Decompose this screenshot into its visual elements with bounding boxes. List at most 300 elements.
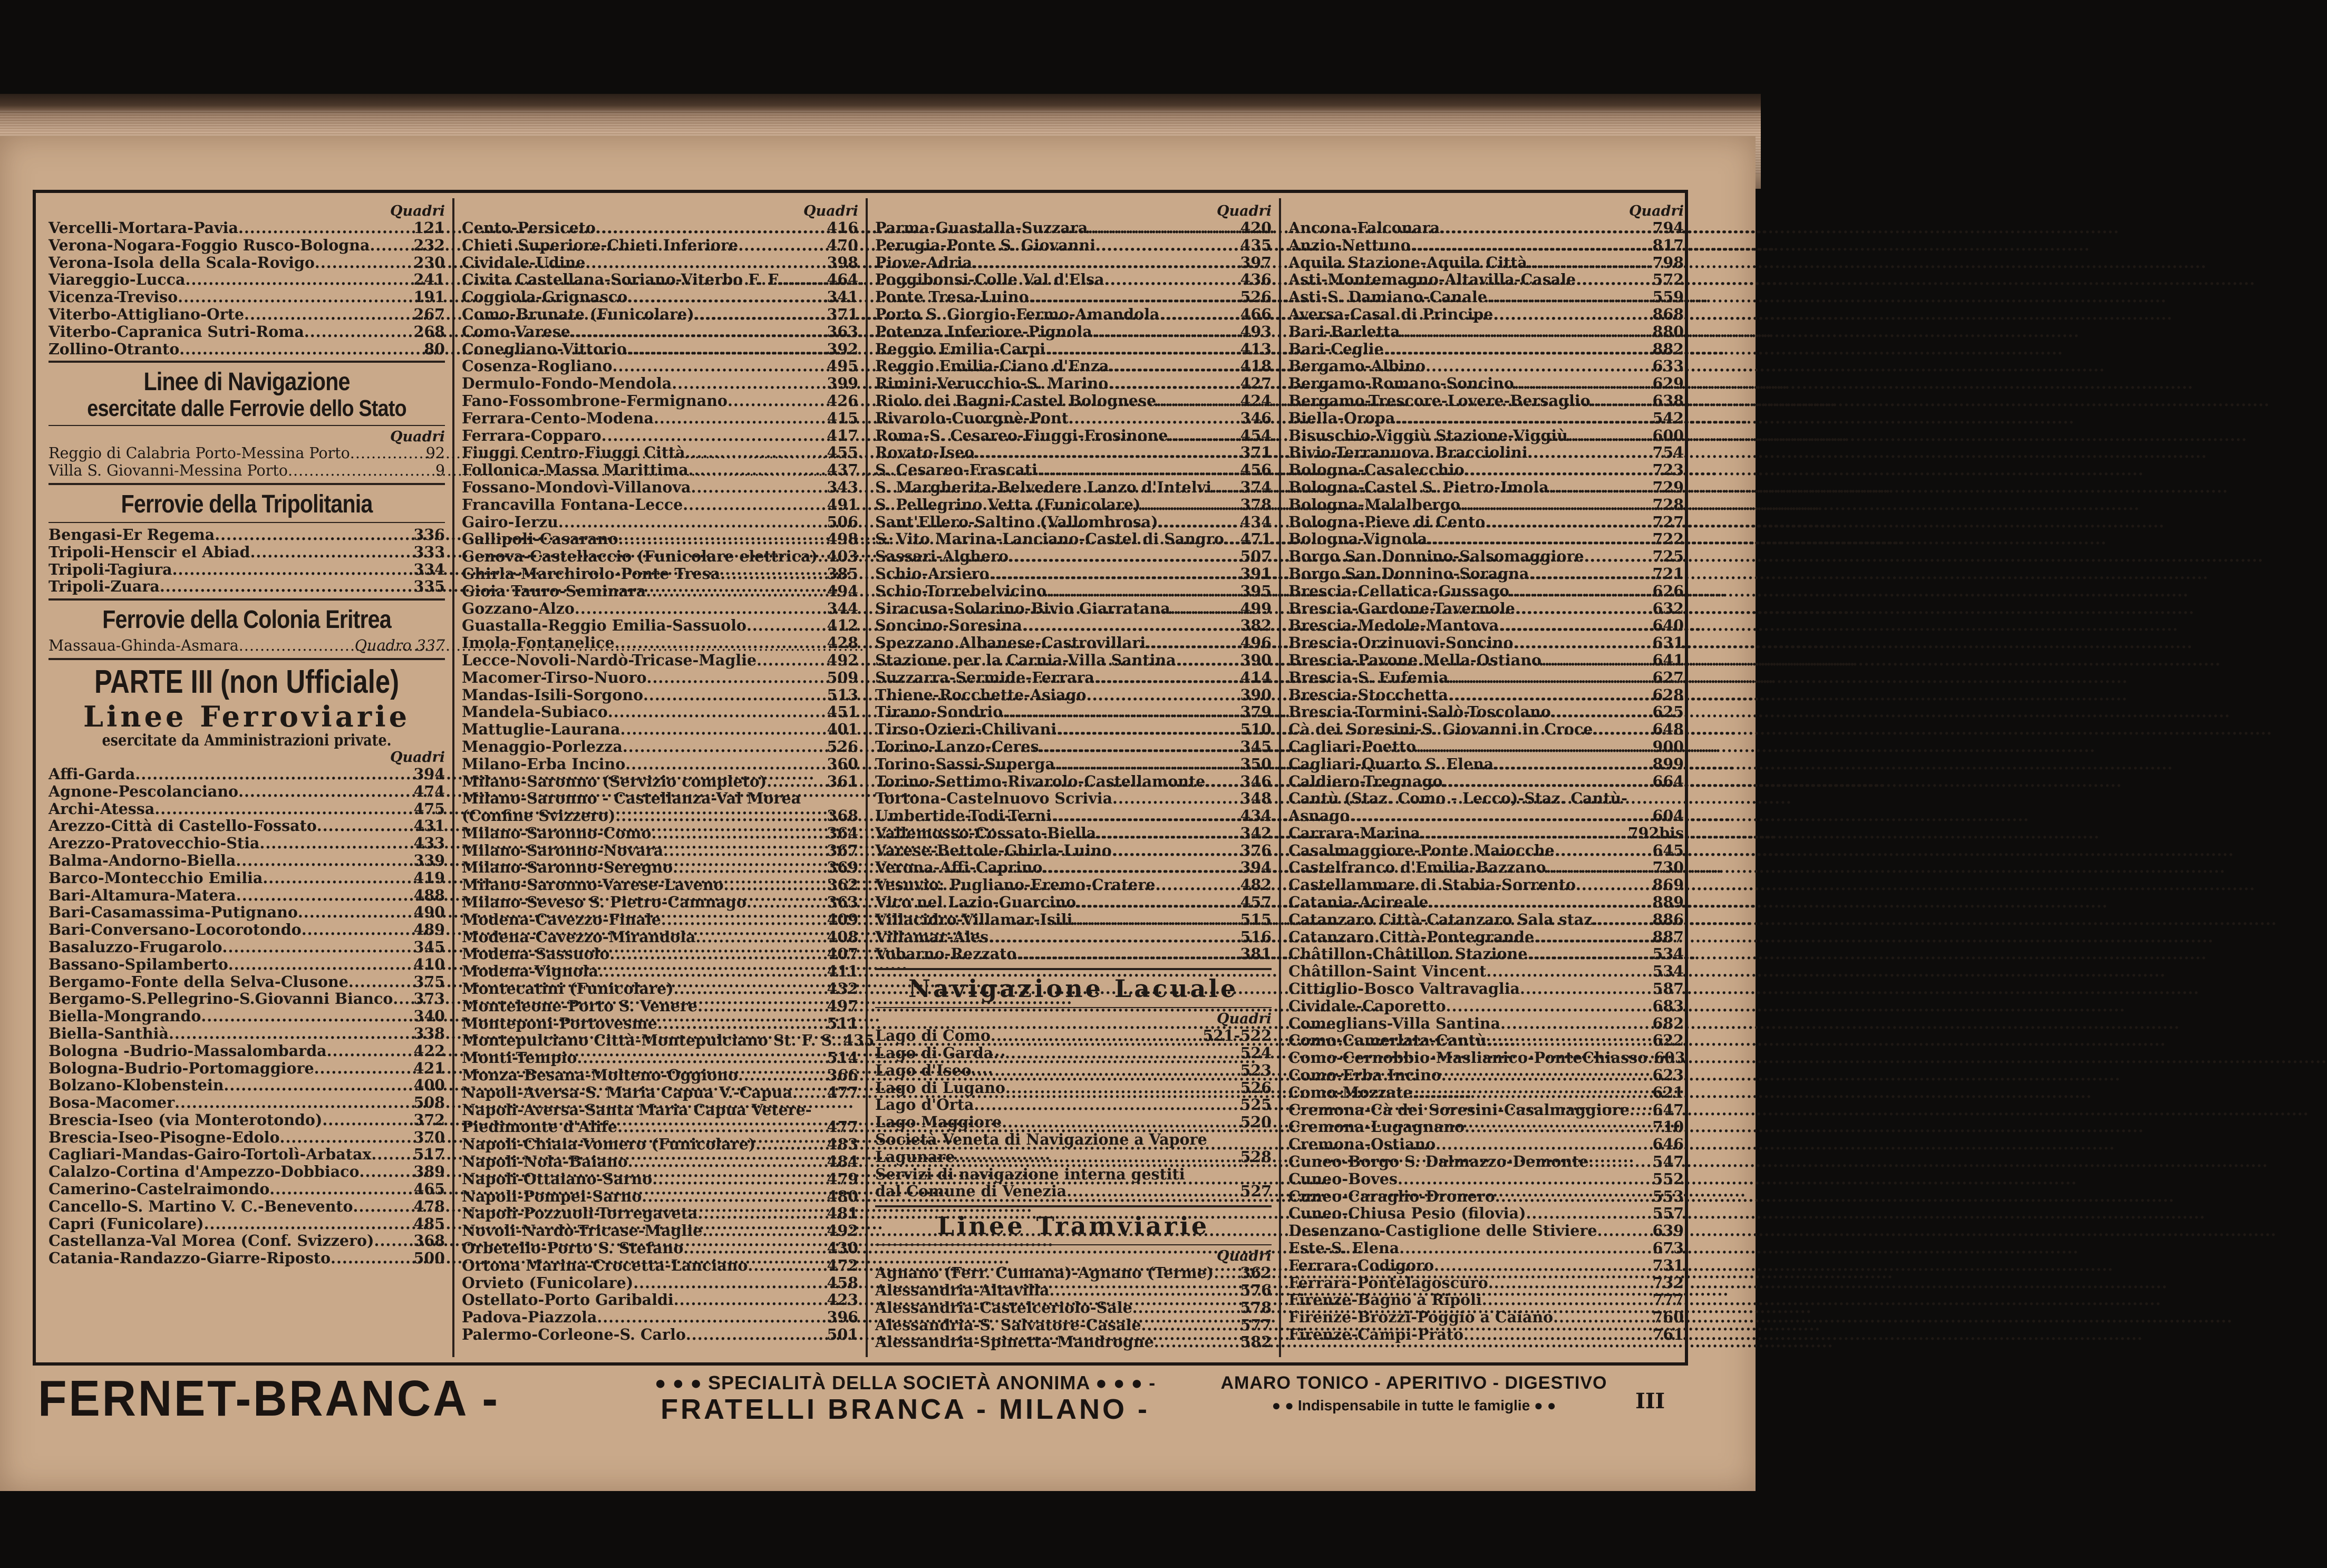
leader-dots — [1411, 237, 1652, 254]
route-name: Napoli-Pompei-Sarno — [462, 1187, 642, 1205]
table-number: 457 — [1240, 893, 1272, 912]
list-item — [49, 817, 445, 835]
list-item — [875, 1299, 1272, 1317]
leader-dots — [172, 561, 413, 578]
leader-dots — [1500, 1015, 1652, 1032]
table-number: 403 — [827, 547, 858, 566]
list-item — [875, 738, 1272, 756]
list-item — [462, 721, 858, 738]
table-number: 451 — [827, 703, 858, 721]
table-number: 577 — [1240, 1315, 1272, 1334]
list-item — [462, 1309, 858, 1326]
leader-dots — [661, 911, 826, 928]
route-name: Cividale-Caporetto — [1288, 996, 1446, 1015]
route-name: dal Comune di Venezia — [875, 1182, 1067, 1201]
leader-dots — [154, 800, 412, 818]
list-item — [1288, 583, 1684, 600]
leader-dots — [1211, 479, 1239, 496]
leader-dots — [360, 1163, 413, 1180]
leader-dots — [1499, 617, 1651, 634]
table-number: 370 — [413, 1128, 445, 1146]
list-item — [1288, 859, 1684, 876]
route-name: Conegliano-Vittorio — [462, 340, 627, 358]
table-number: 368 — [413, 1232, 445, 1250]
route-name: Alessandria-Spinetta-Mandrogne — [875, 1333, 1154, 1351]
leader-dots — [1016, 945, 1239, 963]
table-number: 408 — [827, 927, 858, 946]
route-name: S. Margherita-Belvedere Lanzo d'Intelvi — [875, 478, 1211, 496]
list-item — [462, 496, 858, 514]
route-name: Lago di Lugano — [875, 1078, 1005, 1097]
list-item — [462, 1257, 858, 1274]
route-name: Como-Brunate (Funicolare) — [462, 305, 694, 323]
table-number: 553 — [1652, 1187, 1684, 1205]
route-name: Sant'Ellero-Saltino (Vallombrosa) — [875, 512, 1158, 531]
table-number: 683 — [1652, 996, 1684, 1015]
leader-dots — [1515, 600, 1652, 617]
leader-dots — [974, 1096, 1239, 1114]
list-item — [875, 306, 1272, 323]
leader-dots — [393, 990, 412, 1008]
list-item — [1288, 1118, 1684, 1136]
list-item — [875, 1333, 1272, 1351]
list-item — [1288, 825, 1684, 842]
table-number: 484 — [827, 1153, 858, 1171]
route-name: Tripoli-Tagiura — [49, 560, 172, 578]
list-item — [1288, 427, 1684, 444]
route-name: Bari-Barletta — [1288, 322, 1400, 341]
leader-dots — [720, 565, 826, 583]
leader-dots — [1072, 911, 1239, 928]
leader-dots — [1584, 548, 1652, 565]
route-name: Fiuggi Centro-Fiuggi Città — [462, 443, 685, 462]
route-name: Catanzaro Città-Pontegrande — [1288, 927, 1535, 946]
list-item — [462, 703, 858, 721]
leader-dots — [674, 980, 826, 998]
list-item — [1288, 548, 1684, 565]
list-item — [49, 219, 445, 237]
leader-dots — [691, 479, 826, 496]
leader-dots — [302, 921, 413, 938]
list-item — [49, 1163, 445, 1180]
route-name: Calalzo-Cortina d'Ampezzo-Dobbiaco — [49, 1163, 360, 1181]
table-number: 725 — [1652, 547, 1684, 566]
table-number: 887 — [1652, 927, 1684, 946]
route-name: Viareggio-Lucca — [49, 270, 186, 289]
route-name: Bergamo-Trescore-Lovere-Bersaglio — [1288, 391, 1591, 410]
table-number: 514 — [827, 1049, 858, 1067]
table-number: 343 — [827, 478, 858, 496]
route-name: Napoli-Nola-Baiano — [462, 1153, 628, 1171]
list-item — [875, 237, 1272, 254]
leader-dots — [685, 444, 826, 461]
table-number: 360 — [827, 754, 858, 773]
route-name: Bergamo-Romano-Soncino — [1288, 374, 1514, 393]
route-name: Anzio-Nettuno — [1288, 236, 1411, 254]
table-number: 638 — [1652, 391, 1684, 410]
table-number: 336 — [413, 525, 445, 544]
route-name: Milano-Saronno (Servizio completo) — [462, 772, 767, 790]
route-name: Roma-S. Cesareo-Fiuggi-Frosinone — [875, 426, 1168, 444]
route-name: Ancona-Falconara — [1288, 219, 1440, 237]
leader-dots — [1448, 686, 1652, 704]
leader-dots — [575, 600, 826, 617]
leader-dots — [135, 766, 412, 783]
table-number: 515 — [1240, 910, 1272, 928]
leader-dots — [694, 306, 826, 323]
tripolitania-section-title: Ferrovie della Tripolitania — [121, 490, 373, 518]
railway-list-state — [49, 219, 445, 357]
table-number: 416 — [827, 219, 858, 237]
leader-dots — [1441, 1067, 1652, 1084]
list-item — [1288, 634, 1684, 652]
leader-dots — [1568, 427, 1652, 444]
leader-dots — [1597, 1222, 1652, 1240]
route-name: Cento-Persiceto — [462, 219, 596, 237]
eritrea-section-title: Ferrovie della Colonia Eritrea — [102, 606, 391, 634]
leader-dots — [1052, 807, 1239, 825]
leader-dots — [350, 445, 415, 462]
list-item — [875, 634, 1272, 652]
leader-dots — [724, 876, 826, 894]
table-number: 396 — [827, 1308, 858, 1327]
list-item — [875, 479, 1272, 496]
route-name: Affi-Garda — [49, 764, 135, 783]
list-item — [462, 1153, 858, 1170]
leader-dots — [672, 375, 826, 392]
table-number: 344 — [827, 599, 858, 617]
table-number: 632 — [1652, 599, 1684, 617]
table-number: 710 — [1652, 1118, 1684, 1136]
quadri-header: Quadri — [803, 203, 858, 219]
table-number: 191 — [413, 288, 445, 306]
table-number: 434 — [1240, 512, 1272, 531]
route-name: Ferrara-Pontelagoscuro — [1288, 1273, 1488, 1292]
route-name: Verona-Affi-Caprino — [875, 858, 1043, 877]
table-number: 723 — [1652, 461, 1684, 479]
leader-dots — [1132, 1299, 1239, 1317]
leader-dots — [269, 1180, 412, 1198]
leader-dots — [317, 817, 413, 835]
leader-dots — [620, 721, 826, 738]
table-number: 629 — [1652, 374, 1684, 393]
advertisement-footer — [33, 1370, 1688, 1433]
table-number: 495 — [827, 357, 858, 375]
table-number: 520 — [1240, 1113, 1272, 1131]
route-name: Como-Varese — [462, 322, 570, 341]
list-item — [462, 859, 858, 876]
table-number: 456 — [1240, 461, 1272, 479]
route-name: Tirano-Sondrio — [875, 703, 1003, 721]
route-name: Gairo-Ierzu — [462, 512, 558, 531]
leader-dots — [972, 254, 1239, 272]
route-name: Bologna-Casalecchio — [1288, 461, 1465, 479]
route-name: Agnano (Ferr. Cumana)-Agnano (Terme) — [875, 1264, 1214, 1282]
table-number: 394 — [1240, 858, 1272, 877]
route-name: Cuneo-Caraglio-Dronero — [1288, 1187, 1495, 1205]
list-item — [462, 876, 858, 894]
leader-dots — [1088, 219, 1239, 237]
leader-dots — [222, 938, 413, 956]
route-name: Sassari-Alghero — [875, 547, 1009, 566]
route-name: Spezzano Albanese-Castrovillari — [875, 634, 1146, 652]
leader-dots — [1094, 669, 1239, 686]
table-number: 603 — [1654, 1049, 1685, 1067]
table-number: 454 — [1240, 426, 1272, 444]
table-number: 633 — [1652, 357, 1684, 375]
table-number: 381 — [1240, 945, 1272, 963]
table-number: 482 — [1240, 876, 1272, 894]
route-name: Este-S. Elena — [1288, 1239, 1400, 1257]
leader-dots — [609, 945, 826, 963]
route-name: Brescia-Cellatica-Gussago — [1288, 582, 1509, 600]
leader-dots — [280, 1129, 413, 1146]
leader-dots — [602, 427, 826, 444]
list-item — [462, 669, 858, 686]
table-number: 435 — [843, 1031, 875, 1050]
table-number: 371 — [827, 305, 858, 323]
table-number: 481 — [827, 1204, 858, 1223]
list-item — [49, 783, 445, 800]
route-name: Bologna-Castel S. Pietro-Imola — [1288, 478, 1549, 496]
table-number: 374 — [1240, 478, 1272, 496]
list-item — [49, 990, 445, 1008]
table-number: 345 — [413, 937, 445, 956]
route-name: Viterbo-Capranica Sutri-Roma — [49, 322, 304, 341]
table-number: 552 — [1652, 1169, 1684, 1188]
route-name: Napoli-Aversa-Santa Maria Capua Vetere- — [462, 1100, 812, 1119]
table-number: 493 — [1240, 322, 1272, 341]
table-number: 430 — [827, 1239, 858, 1257]
private-railways-subtitle: esercitate da Amministrazioni private. — [102, 731, 392, 750]
list-item — [1288, 323, 1684, 341]
route-name: Cuneo-Boves — [1288, 1169, 1398, 1188]
table-number: 483 — [827, 1135, 858, 1154]
route-name: Soncino-Soresina — [875, 616, 1022, 635]
list-item — [462, 1101, 858, 1119]
list-item — [875, 219, 1272, 237]
table-number: 340 — [413, 1007, 445, 1025]
leader-dots — [215, 526, 412, 544]
route-name: Archi-Atessa — [49, 799, 155, 818]
leader-dots — [674, 1291, 826, 1309]
index-frame — [33, 190, 1688, 1366]
table-number: 731 — [1652, 1256, 1684, 1274]
table-number: 869 — [1652, 876, 1684, 894]
list-item — [875, 859, 1272, 876]
leader-dots — [767, 773, 826, 790]
route-name: Brescia-Gardone-Tavernole — [1288, 599, 1515, 617]
route-name: Châtillon-Saint Vincent — [1288, 962, 1487, 981]
divider — [49, 483, 445, 485]
leader-dots — [1039, 738, 1239, 756]
leader-dots — [625, 756, 826, 773]
list-item — [49, 1042, 445, 1060]
list-item — [875, 790, 1272, 807]
route-name: Aversa-Casal di Principe — [1288, 305, 1494, 323]
route-name: Torino-Settimo-Rivarolo-Castellamonte — [875, 772, 1206, 790]
leader-dots — [201, 1008, 412, 1025]
table-number: 730 — [1652, 858, 1684, 877]
table-number: 392 — [827, 340, 858, 358]
list-item — [1288, 288, 1684, 306]
table-number: 682 — [1652, 1014, 1684, 1032]
list-item — [875, 357, 1272, 375]
route-name: Napoli-Ottaiano-Sarno — [462, 1169, 653, 1188]
leader-dots — [1400, 323, 1652, 341]
list-item — [49, 637, 445, 655]
leader-dots — [657, 1015, 826, 1032]
list-item — [49, 1215, 445, 1233]
route-name: Potenza Inferiore-Pignola — [875, 322, 1092, 341]
list-item — [875, 530, 1272, 548]
table-number: 524 — [1240, 1044, 1272, 1062]
list-item — [462, 410, 858, 427]
list-item — [1288, 1153, 1684, 1170]
list-item — [1288, 652, 1684, 669]
leader-dots — [558, 514, 826, 531]
table-number: 604 — [1652, 807, 1684, 825]
table-number: 80 — [424, 340, 445, 358]
leader-dots — [627, 341, 826, 358]
divider — [49, 425, 445, 426]
leader-dots — [1076, 894, 1239, 911]
leader-dots — [1486, 963, 1651, 980]
leader-dots — [1176, 652, 1239, 669]
navigation-section-title: Linee di Navigazione — [143, 368, 350, 396]
route-name: Modena-Sassuolo — [462, 945, 610, 963]
route-name: Mattuglie-Laurana — [462, 720, 620, 739]
list-item — [49, 1180, 445, 1198]
route-name: Milano-Saronno-Varese-Laveno — [462, 876, 724, 894]
list-item — [49, 800, 445, 818]
route-name: Bologna-Budrio-Portomaggiore — [49, 1059, 314, 1077]
list-item — [462, 894, 858, 911]
route-name: Perugia-Ponte S. Giovanni — [875, 236, 1096, 254]
table-number: 673 — [1652, 1239, 1684, 1257]
table-number: 534 — [1652, 945, 1684, 963]
leader-dots — [1038, 461, 1239, 479]
list-item — [1288, 1291, 1684, 1309]
table-number: 508 — [413, 1093, 445, 1112]
table-number: 722 — [1652, 530, 1684, 548]
leader-dots — [647, 669, 826, 686]
route-name: Agnone-Pescolanciano — [49, 782, 239, 800]
leader-dots — [1156, 392, 1239, 410]
list-item — [462, 461, 858, 479]
table-number: 418 — [1240, 357, 1272, 375]
list-item — [462, 600, 858, 617]
list-item — [875, 323, 1272, 341]
list-item — [875, 565, 1272, 583]
route-name: Monza-Besana-Molteno-Oggiono — [462, 1066, 738, 1085]
route-name: Modena-Cavezzo-Finale — [462, 910, 661, 928]
leader-dots — [174, 1094, 412, 1111]
leader-dots — [1576, 876, 1651, 894]
divider — [49, 598, 445, 601]
table-number: 494 — [827, 582, 858, 600]
list-item — [875, 461, 1272, 479]
table-number: 362 — [827, 876, 858, 894]
list-item — [1288, 963, 1684, 980]
list-item — [875, 825, 1272, 842]
table-number: 622 — [1652, 1031, 1684, 1050]
table-number: 527 — [1240, 1182, 1272, 1201]
table-number: 889 — [1652, 893, 1684, 912]
table-number: 368 — [827, 807, 858, 825]
leader-dots — [1529, 565, 1651, 583]
table-number: 497 — [827, 996, 858, 1015]
leader-dots — [1066, 1183, 1239, 1200]
list-item — [1288, 980, 1684, 998]
leader-dots — [1350, 807, 1651, 825]
table-number: 464 — [827, 270, 858, 289]
table-number: 411 — [827, 962, 858, 981]
leader-dots — [1205, 773, 1239, 790]
leader-dots — [608, 703, 826, 721]
route-name: Brescia-Pavone Mella-Ostiano — [1288, 651, 1541, 669]
table-number: 754 — [1652, 443, 1684, 462]
route-name: Piedimonte d'Alife — [462, 1118, 618, 1136]
table-number: 431 — [413, 817, 445, 835]
leader-dots — [236, 852, 412, 869]
list-item — [1288, 410, 1684, 427]
leader-dots — [686, 1326, 826, 1343]
route-name: Bosa-Macomer — [49, 1093, 175, 1112]
route-name: Como-Erba Incino — [1288, 1066, 1441, 1085]
table-number: 363 — [827, 322, 858, 341]
table-number: 363 — [827, 893, 858, 912]
leader-dots — [1427, 530, 1651, 548]
route-name: Bari-Ceglie — [1288, 340, 1384, 358]
tramway-list-cont — [1288, 219, 1684, 1343]
route-name: Milano-Erba Incino — [462, 754, 626, 773]
leader-dots — [663, 842, 826, 859]
leader-dots — [1168, 427, 1239, 444]
leader-dots — [1463, 1326, 1651, 1343]
leader-dots — [993, 1044, 1239, 1062]
route-name: Orbetello-Porto S. Stefano — [462, 1239, 684, 1257]
list-item — [462, 738, 858, 756]
route-name: Biella-Santhià — [49, 1024, 169, 1042]
table-number: 436 — [1240, 270, 1272, 289]
table-number: 391 — [1240, 564, 1272, 583]
list-item — [49, 462, 445, 480]
leader-dots — [370, 237, 412, 254]
table-number: 92 — [425, 444, 445, 462]
route-name: Catania-Acireale — [1288, 893, 1429, 912]
table-number: 485 — [413, 1214, 445, 1233]
list-item — [462, 427, 858, 444]
route-name: Bari-Casamassima-Putignano — [49, 903, 298, 922]
list-item — [875, 444, 1272, 461]
route-name: Imola-Fontanelice — [462, 634, 615, 652]
route-name: Zollino-Otranto — [49, 340, 180, 358]
route-name: Fossano-Mondovì-Villanova — [462, 478, 691, 496]
table-number: 525 — [1240, 1096, 1272, 1114]
list-item — [462, 652, 858, 669]
route-name: Napoli-Pozzuoli-Torregaveta — [462, 1204, 698, 1223]
route-name: Milano-Saronno-Novara — [462, 841, 664, 859]
route-name: Menaggio-Porlezza — [462, 737, 623, 756]
list-item — [49, 1198, 445, 1215]
table-number: 421 — [413, 1059, 445, 1077]
ad-brothers-line: FRATELLI BRANCA - MILANO - — [661, 1393, 1150, 1425]
route-name: Guastalla-Reggio Emilia-Sassuolo — [462, 616, 746, 635]
list-item — [875, 928, 1272, 946]
leader-dots — [228, 956, 413, 973]
route-name: Tripoli-Henscir el Abiad — [49, 543, 250, 561]
